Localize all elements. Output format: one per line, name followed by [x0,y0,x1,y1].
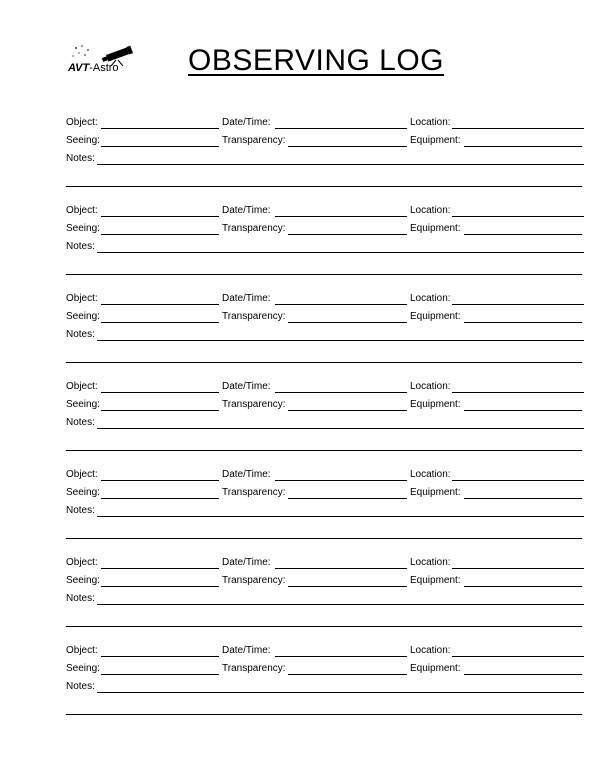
equipment-label: Equipment: [410,311,461,322]
notes-continuation-field[interactable] [66,714,582,715]
object-label: Object: [66,557,98,568]
transparency-label: Transparency: [222,399,286,410]
date-time-label: Date/Time: [222,205,271,216]
notes-continuation-field[interactable] [66,626,582,627]
date-time-label: Date/Time: [222,381,271,392]
log-entry [66,205,584,285]
equipment-label: Equipment: [410,575,461,586]
notes-label: Notes: [66,681,95,692]
location-field[interactable] [452,656,584,657]
equipment-label: Equipment: [410,135,461,146]
seeing-label: Seeing: [66,663,100,674]
date-time-label: Date/Time: [222,469,271,480]
date-time-field[interactable] [275,568,407,569]
entry-row-4 [66,615,584,629]
notes-label: Notes: [66,329,95,340]
log-entry [66,381,584,461]
equipment-field[interactable] [464,410,582,411]
location-label: Location: [410,645,451,656]
transparency-label: Transparency: [222,487,286,498]
seeing-field[interactable] [101,586,219,587]
equipment-field[interactable] [464,146,582,147]
brand-suffix: -Astro [89,62,119,74]
date-time-field[interactable] [275,216,407,217]
brand-logo [66,44,146,78]
equipment-field[interactable] [464,234,582,235]
object-label: Object: [66,645,98,656]
location-label: Location: [410,117,451,128]
location-field[interactable] [452,480,584,481]
equipment-label: Equipment: [410,663,461,674]
notes-label: Notes: [66,153,95,164]
seeing-label: Seeing: [66,487,100,498]
date-time-field[interactable] [275,128,407,129]
transparency-label: Transparency: [222,223,286,234]
seeing-label: Seeing: [66,311,100,322]
object-label: Object: [66,205,98,216]
transparency-label: Transparency: [222,311,286,322]
notes-field[interactable] [97,604,584,605]
notes-continuation-field[interactable] [66,362,582,363]
object-label: Object: [66,117,98,128]
transparency-field[interactable] [288,234,407,235]
transparency-label: Transparency: [222,575,286,586]
location-label: Location: [410,293,451,304]
notes-field[interactable] [97,252,584,253]
entry-row-4 [66,175,584,189]
equipment-label: Equipment: [410,399,461,410]
date-time-field[interactable] [275,304,407,305]
transparency-field[interactable] [288,498,407,499]
notes-field[interactable] [97,428,584,429]
transparency-field[interactable] [288,586,407,587]
date-time-label: Date/Time: [222,293,271,304]
entry-row-4 [66,527,584,541]
location-field[interactable] [452,216,584,217]
log-entry [66,469,584,549]
notes-continuation-field[interactable] [66,186,582,187]
notes-label: Notes: [66,593,95,604]
transparency-field[interactable] [288,410,407,411]
page-title: OBSERVING LOG [188,44,445,77]
location-label: Location: [410,557,451,568]
location-label: Location: [410,469,451,480]
object-field[interactable] [101,216,219,217]
object-label: Object: [66,381,98,392]
date-time-field[interactable] [275,392,407,393]
notes-continuation-field[interactable] [66,274,582,275]
log-entry [66,645,584,725]
object-field[interactable] [101,568,219,569]
date-time-label: Date/Time: [222,117,271,128]
log-entry [66,557,584,637]
seeing-field[interactable] [101,410,219,411]
brand-wordmark [68,62,119,74]
seeing-label: Seeing: [66,399,100,410]
entry-row-4 [66,703,584,717]
seeing-label: Seeing: [66,575,100,586]
object-field[interactable] [101,128,219,129]
date-time-field[interactable] [275,656,407,657]
notes-field[interactable] [97,692,584,693]
notes-field[interactable] [97,164,584,165]
log-entry [66,293,584,373]
entry-row-4 [66,263,584,277]
entry-row-4 [66,439,584,453]
notes-label: Notes: [66,417,95,428]
equipment-field[interactable] [464,586,582,587]
notes-label: Notes: [66,505,95,516]
seeing-field[interactable] [101,498,219,499]
date-time-field[interactable] [275,480,407,481]
notes-continuation-field[interactable] [66,538,582,539]
object-label: Object: [66,293,98,304]
brand-prefix: AVT [68,62,90,74]
equipment-label: Equipment: [410,223,461,234]
equipment-label: Equipment: [410,487,461,498]
location-field[interactable] [452,128,584,129]
object-field[interactable] [101,304,219,305]
transparency-field[interactable] [288,322,407,323]
location-field[interactable] [452,568,584,569]
transparency-field[interactable] [288,146,407,147]
notes-field[interactable] [97,340,584,341]
location-label: Location: [410,205,451,216]
seeing-label: Seeing: [66,223,100,234]
transparency-label: Transparency: [222,135,286,146]
location-label: Location: [410,381,451,392]
transparency-field[interactable] [288,674,407,675]
seeing-label: Seeing: [66,135,100,146]
equipment-field[interactable] [464,322,582,323]
notes-field[interactable] [97,516,584,517]
seeing-field[interactable] [101,234,219,235]
date-time-label: Date/Time: [222,645,271,656]
location-field[interactable] [452,392,584,393]
notes-label: Notes: [66,241,95,252]
object-field[interactable] [101,392,219,393]
entry-row-4 [66,351,584,365]
equipment-field[interactable] [464,674,582,675]
notes-continuation-field[interactable] [66,450,582,451]
object-field[interactable] [101,480,219,481]
transparency-label: Transparency: [222,663,286,674]
equipment-field[interactable] [464,498,582,499]
date-time-label: Date/Time: [222,557,271,568]
seeing-field[interactable] [101,322,219,323]
location-field[interactable] [452,304,584,305]
seeing-field[interactable] [101,146,219,147]
object-label: Object: [66,469,98,480]
object-field[interactable] [101,656,219,657]
log-entry [66,117,584,197]
seeing-field[interactable] [101,674,219,675]
